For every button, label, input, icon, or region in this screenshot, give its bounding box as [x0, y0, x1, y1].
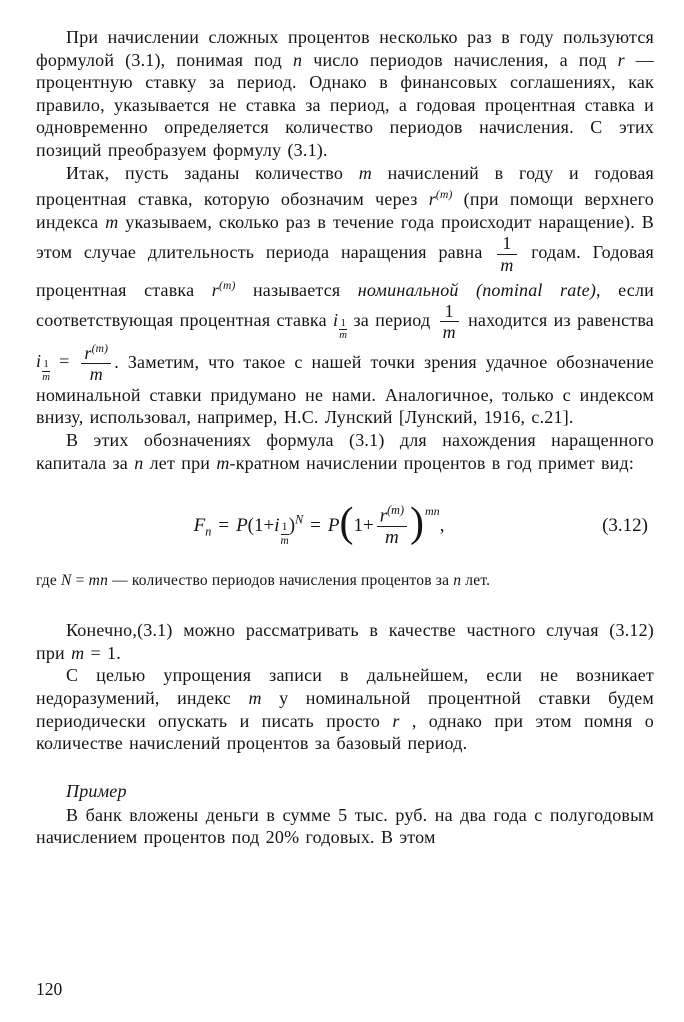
emphasis-nominal-rate: номинальной (nominal rate) [357, 279, 597, 300]
inline-equation-i-equals-r-over-m [36, 342, 114, 384]
denominator: m [89, 363, 103, 384]
equals-sign: = [50, 351, 79, 372]
paragraph-example [36, 804, 654, 849]
fraction-1-over-m [440, 301, 459, 342]
var-r: r [428, 189, 436, 210]
numerator: 1 [43, 357, 49, 370]
text-run: = 1. [84, 642, 121, 663]
text-run: В банк вложены деньги в сумме 5 тыс. руб. на два года с полугодовым начислением процентов под 20% годовых. В этом [36, 804, 654, 848]
superscript-m: (m) [218, 279, 236, 292]
var-r-sup-m [212, 280, 236, 300]
denominator: m [442, 322, 456, 343]
paren-close: ) [288, 514, 296, 536]
text-run: , однако при этом помня о количестве начислений процентов за базовый период. [36, 710, 654, 754]
text-run: Итак, пусть заданы количество [66, 162, 359, 183]
equals-sign: = [218, 514, 230, 536]
text-run: (при помощи верхнего индекса [36, 189, 654, 232]
superscript-m: (m) [435, 189, 453, 202]
where-clause [36, 570, 654, 591]
text-run: начислений в году и годовая процентная ставка, которую обозначим через [36, 162, 655, 210]
var-n: n [453, 572, 462, 590]
exponent-mn: mn [425, 503, 440, 518]
fraction-1-over-m [497, 233, 516, 274]
one-plus: 1+ [353, 514, 374, 536]
sub-fraction [281, 521, 289, 547]
page-number: 120 [36, 979, 63, 999]
denominator: m [42, 370, 51, 383]
text-run: , если соответствующая процентная ставка [36, 279, 654, 331]
var-i-sub-1-over-m [36, 350, 50, 383]
exponent-N: N [295, 512, 304, 527]
text-run: Конечно,(3.1) можно рассматривать в качестве частного случая (3.12) при [36, 620, 654, 663]
text-run: у номинальной процентной ставки будем периодически опускать и писать просто [36, 688, 654, 731]
fraction-r-over-m [81, 343, 111, 384]
example-heading: Пример [66, 780, 127, 801]
var-m: m [105, 211, 119, 232]
var-mn: mn [88, 572, 109, 590]
big-paren-open: ( [339, 500, 354, 547]
numerator [377, 504, 407, 528]
text-run: годам. Годовая процентная ставка [36, 242, 655, 300]
text-run: . Заметим, что такое с нашей точки зрения удачное обозначение номинальной ставки придумано не нами. Аналогичное, только с индексом внизу, использовал, например, Н.С. Лунский [Лунский, 1916, с.21]. [36, 351, 654, 428]
denominator: m [280, 534, 289, 547]
var-r: r [211, 279, 219, 300]
equals-sign: = [310, 514, 321, 536]
text-run: В этих обозначениях формула (3.1) для нахождения наращенного капитала за [36, 430, 654, 473]
paragraph-1 [36, 26, 654, 162]
equation-3-12-row [36, 492, 654, 560]
var-i: i [274, 514, 280, 536]
var-m: m [248, 688, 262, 709]
numerator: 1 [281, 521, 288, 534]
text-run: лет при [143, 452, 217, 473]
paragraph-2 [36, 162, 654, 430]
var-r: r [84, 342, 92, 363]
comma: , [439, 514, 445, 536]
text-run: находится из равенства [461, 310, 654, 331]
var-i: i [333, 310, 339, 331]
paragraph-5 [36, 664, 654, 754]
var-r-sup-m [429, 189, 453, 209]
denominator: m [339, 329, 348, 342]
text-run: где [36, 572, 62, 590]
text-run: С целью упрощения записи в дальнейшем, если не возникает недоразумений, индекс [36, 665, 654, 709]
var-n: n [293, 49, 303, 70]
sub-fraction [42, 359, 50, 384]
var-i: i [36, 351, 42, 372]
equals-sign: = [71, 572, 89, 590]
text-run: — количество периодов начисления процентов за [108, 572, 454, 590]
superscript-m: (m) [387, 502, 405, 517]
paren-open: (1+ [247, 514, 275, 536]
numerator: 1 [440, 301, 459, 322]
text-run: число периодов начисления, а под [302, 49, 618, 70]
var-m: m [71, 642, 85, 663]
var-m: m [216, 452, 230, 473]
equation-number: (3.12) [602, 515, 648, 537]
var-r: r [379, 505, 388, 527]
text-run: называется [235, 279, 358, 300]
text-run: за период [347, 310, 437, 331]
numerator [81, 343, 111, 364]
text-run: При начислении сложных процентов несколько раз в году пользуются формулой (3.1), понимая под [36, 27, 654, 70]
var-P: P [236, 514, 248, 536]
big-paren-close: ) [410, 500, 425, 547]
var-N: N [61, 572, 72, 590]
text-run: лет. [461, 572, 491, 590]
var-P: P [327, 514, 340, 536]
superscript-m: (m) [91, 342, 109, 355]
paragraph-4 [36, 619, 654, 664]
var-i-sub-1-over-m [274, 515, 289, 548]
var-m: m [358, 162, 372, 183]
numerator: 1 [497, 233, 516, 254]
numerator: 1 [340, 316, 347, 329]
text-run: — процентную ставку за период. Однако в финансовых соглашениях, как правило, указывается не ставка за период, а годовая процентная ставка и одновременно определяется количество периодов начисления. С этих позиций преобразуем формулу (3.1). [36, 49, 654, 160]
var-r: r [617, 49, 625, 70]
denominator: m [500, 254, 514, 275]
fraction-r-over-m [377, 504, 407, 549]
var-F: F [193, 514, 206, 536]
var-r: r [392, 710, 400, 731]
var-i-sub-1-over-m [333, 309, 347, 342]
text-run: -кратном начислении процентов в год примет вид: [229, 452, 635, 473]
equation-3-12 [36, 500, 602, 549]
denominator: m [385, 527, 399, 549]
var-n: n [134, 452, 144, 473]
paragraph-3 [36, 429, 654, 474]
subscript-n: n [205, 524, 212, 539]
text-run: указываем, сколько раз в течение года происходит наращение). В этом случае длительность периода наращения равна [36, 211, 654, 263]
